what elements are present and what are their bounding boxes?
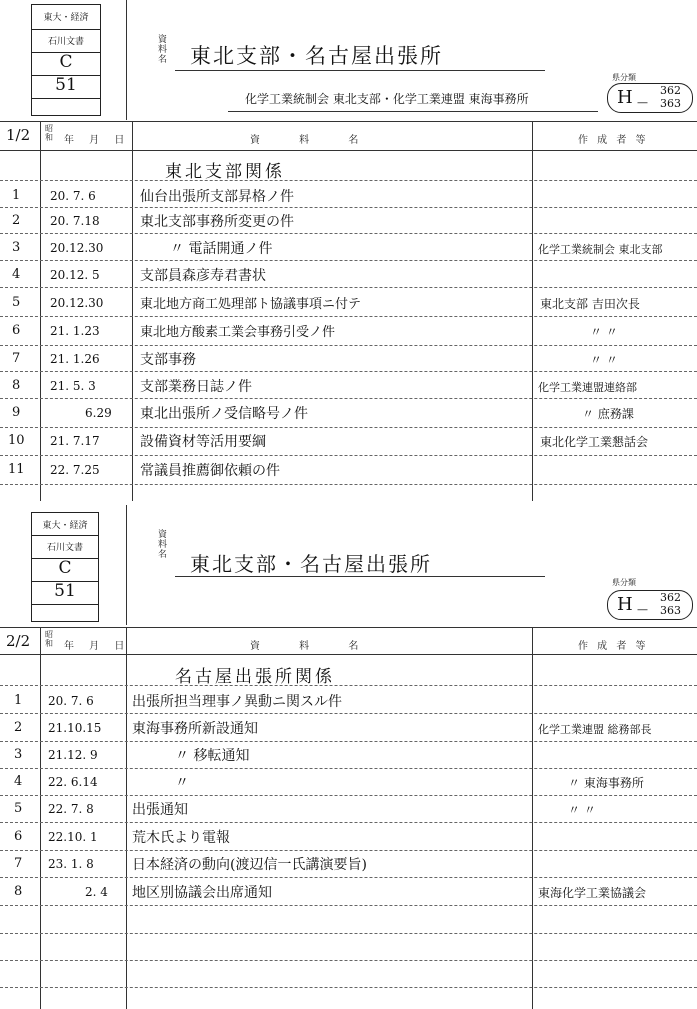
- row-number: 3: [14, 747, 23, 762]
- row-title: 設備資材等活用要綱: [140, 434, 266, 450]
- row-number: 4: [14, 774, 23, 789]
- row-number: 4: [12, 267, 21, 282]
- bunrui-code: H: [617, 594, 633, 615]
- row-date: 21. 7.17: [50, 434, 100, 448]
- material-name-label: 資料名: [158, 35, 168, 65]
- row-date: 21.10.15: [48, 721, 102, 735]
- document-subtitle: 化学工業統制会 東北支部・化学工業連盟 東海事務所: [245, 92, 529, 106]
- row-date: 20.12.30: [50, 296, 104, 310]
- stamp-line-2: 石川文書: [47, 37, 84, 47]
- row-date: 23. 1. 8: [48, 857, 94, 871]
- row-number: 9: [12, 405, 21, 420]
- row-title: 東北地方商工処理部ト協議事項ニ付テ: [140, 297, 362, 312]
- row-date: 21. 5. 3: [50, 379, 96, 393]
- row-title: 仙台出張所支部昇格ノ件: [140, 189, 294, 205]
- row-title: 東北地方酸素工業会事務引受ノ件: [140, 325, 336, 340]
- row-title: 支部事務: [140, 352, 196, 368]
- row-date: 21. 1.23: [50, 324, 100, 338]
- header-date: 年 月 日: [64, 641, 131, 652]
- row-number: 8: [12, 378, 21, 393]
- row-number: 11: [8, 462, 25, 477]
- row-number: 1: [12, 188, 21, 203]
- row-title: 東海事務所新設通知: [132, 721, 258, 737]
- row-number: 6: [14, 829, 23, 844]
- row-date: 22.10. 1: [48, 830, 98, 844]
- document-title: 東北支部・名古屋出張所: [190, 44, 443, 68]
- header-author: 作 成 者 等: [578, 641, 649, 652]
- bunrui-num-top: 362: [660, 591, 681, 604]
- row-author: 〃 〃: [590, 353, 618, 367]
- section-heading: 東北支部関係: [165, 162, 285, 182]
- row-author: 化学工業連盟連絡部: [538, 381, 637, 394]
- row-date: 20.12. 5: [50, 268, 100, 282]
- page-number: 2/2: [6, 632, 31, 650]
- archive-stamp: [31, 512, 99, 622]
- bunrui-code: H: [617, 87, 633, 108]
- document-title: 東北支部・名古屋出張所: [190, 552, 432, 576]
- row-date: 20. 7. 6: [48, 694, 94, 708]
- row-author: 東北化学工業懇話会: [540, 435, 649, 449]
- stamp-line-1: 東大・経済: [43, 13, 89, 23]
- header-author: 作 成 者 等: [578, 135, 649, 146]
- row-date: 6.29: [85, 406, 112, 420]
- row-title: 支部員森彦寿君書状: [140, 268, 266, 284]
- row-title: 〃 移転通知: [175, 748, 250, 764]
- row-number: 10: [8, 433, 25, 448]
- stamp-line-4: 51: [55, 75, 77, 95]
- archive-stamp: [31, 4, 101, 116]
- row-number: 8: [14, 884, 23, 899]
- bunrui-num-bottom: 363: [660, 97, 681, 110]
- row-number: 5: [14, 801, 23, 816]
- row-title: 常議員推薦御依頼の件: [140, 463, 280, 479]
- header-material: 資 料 名: [250, 641, 377, 652]
- row-author: 化学工業統制会 東北支部: [538, 243, 663, 256]
- page-number: 1/2: [6, 126, 31, 144]
- row-title: 東北出張所ノ受信略号ノ件: [140, 406, 308, 422]
- stamp-line-1: 東大・経済: [42, 521, 88, 531]
- row-title: 地区別協議会出席通知: [132, 885, 272, 901]
- header-date: 年 月 日: [64, 135, 131, 146]
- row-title: 日本経済の動向(渡辺信一氏講演要旨): [132, 857, 367, 873]
- row-date: 20. 7.18: [50, 214, 100, 228]
- row-title: 〃 電話開通ノ件: [170, 241, 273, 257]
- row-title: 出張通知: [132, 802, 188, 818]
- header-showa: 昭和: [45, 124, 53, 142]
- section-heading: 名古屋出張所関係: [175, 667, 335, 687]
- row-author: 〃 東海事務所: [568, 776, 644, 790]
- row-number: 7: [14, 856, 23, 871]
- row-number: 1: [14, 693, 23, 708]
- row-title: 荒木氏より電報: [132, 830, 230, 846]
- row-author: 東海化学工業協議会: [538, 886, 647, 900]
- row-date: 21. 1.26: [50, 352, 100, 366]
- row-author: 東北支部 吉田次長: [540, 297, 640, 311]
- row-title: 支部業務日誌ノ件: [140, 379, 252, 395]
- row-date: 2. 4: [85, 885, 108, 899]
- row-number: 3: [12, 240, 21, 255]
- row-date: 21.12. 9: [48, 748, 98, 762]
- row-number: 5: [12, 295, 21, 310]
- row-author: 化学工業連盟 総務部長: [538, 723, 652, 736]
- row-author: 〃 〃: [568, 803, 596, 817]
- stamp-line-4: 51: [54, 581, 76, 601]
- row-date: 20. 7. 6: [50, 189, 96, 203]
- row-number: 2: [14, 720, 23, 735]
- row-date: 22. 7.25: [50, 463, 100, 477]
- stamp-line-3: C: [59, 52, 73, 72]
- row-title: 〃: [175, 775, 189, 791]
- row-number: 6: [12, 323, 21, 338]
- row-author: 〃 庶務課: [582, 407, 634, 421]
- row-title: 東北支部事務所変更の件: [140, 214, 294, 230]
- bunrui-num-top: 362: [660, 84, 681, 97]
- row-number: 7: [12, 351, 21, 366]
- row-date: 22. 7. 8: [48, 802, 94, 816]
- bunrui-label: 県分類: [612, 73, 636, 82]
- row-author: 〃 〃: [590, 325, 618, 339]
- stamp-line-2: 石川文書: [46, 543, 83, 553]
- header-showa: 昭和: [45, 630, 53, 648]
- header-material: 資 料 名: [250, 135, 377, 146]
- stamp-line-3: C: [58, 558, 72, 578]
- bunrui-code-box: H — 362 363: [607, 83, 693, 113]
- bunrui-num-bottom: 363: [660, 604, 681, 617]
- bunrui-label: 県分類: [612, 578, 636, 587]
- row-title: 出張所担当理事ノ異動ニ関スル件: [132, 694, 342, 710]
- row-date: 22. 6.14: [48, 775, 98, 789]
- row-number: 2: [12, 213, 21, 228]
- bunrui-code-box: H — 362 363: [607, 590, 693, 620]
- row-date: 20.12.30: [50, 241, 104, 255]
- material-name-label: 資料名: [158, 530, 168, 560]
